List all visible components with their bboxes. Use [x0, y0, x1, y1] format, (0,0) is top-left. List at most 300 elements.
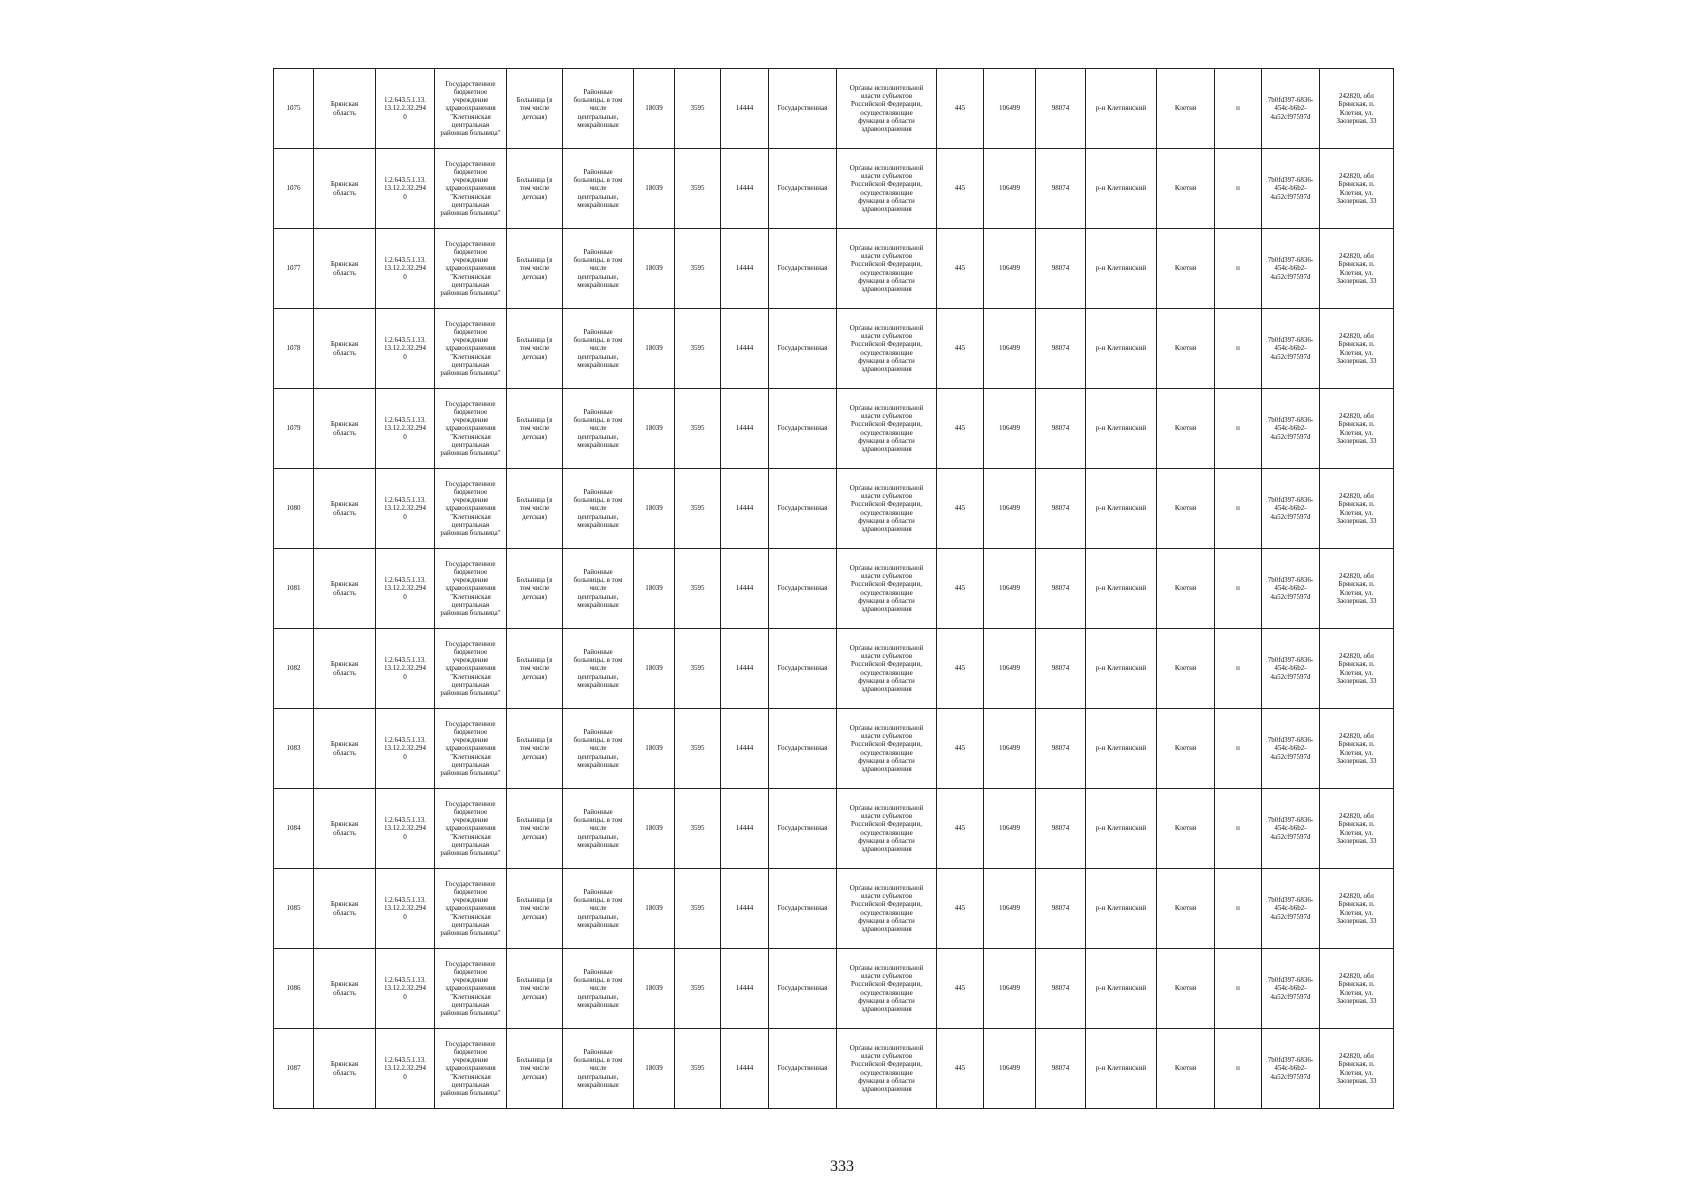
cell-line: Больница (в: [516, 336, 553, 345]
cell-line: Государственное: [445, 479, 496, 488]
address-cell: [1320, 69, 1394, 149]
cell-line: Российской Федерации,: [850, 660, 923, 669]
address-cell: [1320, 389, 1394, 469]
cell-line: Брянская, п.: [1338, 900, 1375, 909]
value-cell-1: 18039: [634, 389, 675, 469]
value-cell-6: 98074: [1036, 1029, 1086, 1109]
cell-line: числе: [589, 184, 607, 193]
district-cell: р-н Клетнянский: [1086, 309, 1157, 389]
cell-line: районная больница": [440, 369, 501, 378]
cell-line: 242820, обл: [1339, 492, 1374, 500]
organization-name-cell: [435, 629, 507, 709]
cell-line: Российской Федерации,: [850, 260, 923, 269]
cell-line: Больница (в: [516, 816, 553, 825]
cell-line: центральная: [451, 120, 490, 129]
cell-line: 4a52cf97597d: [1270, 832, 1311, 841]
cell-line: том числе: [519, 504, 550, 513]
cell-line: больницы, в том: [573, 416, 623, 425]
cell-line: учреждение: [452, 256, 489, 265]
ownership-cell: Государственная: [769, 789, 837, 869]
cell-line: Брянская: [330, 340, 359, 349]
cell-line: 13.12.2.32.294: [384, 184, 426, 193]
address-cell: [1320, 1029, 1394, 1109]
value-cell-6: 98074: [1036, 789, 1086, 869]
region-cell: [314, 389, 376, 469]
cell-line: межрайонные: [577, 520, 619, 529]
cell-line: Районные: [583, 247, 613, 256]
cell-line: область: [333, 1068, 356, 1077]
row-number-cell: 1087: [274, 1029, 314, 1109]
category-cell: [563, 1029, 634, 1109]
cell-line: здравоохранения: [445, 104, 496, 113]
cell-line: центральные,: [577, 352, 619, 361]
cell-line: 242820, обл: [1339, 92, 1374, 100]
address-cell: [1320, 229, 1394, 309]
cell-line: Заозерная, 33: [1336, 436, 1377, 445]
value-cell-3: 14444: [721, 709, 769, 789]
ownership-cell: Государственная: [769, 229, 837, 309]
value-cell-5: 106499: [984, 549, 1036, 629]
cell-line: Государственное: [445, 399, 496, 408]
value-cell-4: 445: [937, 869, 984, 949]
category-cell: [563, 389, 634, 469]
cell-line: власти субъектов: [860, 972, 913, 980]
oid-cell: [376, 1029, 435, 1109]
address-cell: [1320, 869, 1394, 949]
cell-line: 0: [403, 672, 407, 681]
cell-line: Больница (в: [516, 656, 553, 665]
address-cell: [1320, 469, 1394, 549]
cell-line: центральная: [451, 200, 490, 209]
cell-line: "Клетнянская: [450, 1072, 491, 1081]
cell-line: власти субъектов: [860, 172, 913, 180]
cell-line: том числе: [519, 1064, 550, 1073]
cell-line: 4a52cf97597d: [1270, 752, 1311, 761]
cell-line: 13.12.2.32.294: [384, 664, 426, 673]
cell-line: Районные: [583, 887, 613, 896]
cell-line: здравоохранения: [861, 605, 912, 613]
oid-cell: [376, 949, 435, 1029]
cell-line: область: [333, 748, 356, 757]
cell-line: детская): [522, 672, 547, 681]
cell-line: Государственное: [445, 799, 496, 808]
oid-cell: [376, 309, 435, 389]
cell-line: Брянская, п.: [1338, 420, 1375, 429]
oid-cell: [376, 629, 435, 709]
locality-type-cell: п: [1215, 229, 1262, 309]
cell-line: 7b0fd397-6836-: [1267, 1056, 1314, 1065]
cell-line: межрайонные: [577, 1080, 619, 1089]
organization-type-cell: [507, 309, 563, 389]
cell-line: Клетня, ул.: [1339, 428, 1374, 437]
table-row: [274, 949, 1394, 1029]
cell-line: межрайонные: [577, 680, 619, 689]
locality-type-cell: п: [1215, 629, 1262, 709]
cell-line: Заозерная, 33: [1336, 516, 1377, 525]
value-cell-5: 106499: [984, 149, 1036, 229]
cell-line: учреждение: [452, 736, 489, 745]
cell-line: 242820, обл: [1339, 652, 1374, 660]
value-cell-4: 445: [937, 389, 984, 469]
cell-line: 1.2.643.5.1.13.: [384, 976, 426, 985]
row-number-cell: 1083: [274, 709, 314, 789]
value-cell-3: 14444: [721, 789, 769, 869]
cell-line: власти субъектов: [860, 652, 913, 660]
value-cell-1: 18039: [634, 549, 675, 629]
cell-line: 7b0fd397-6836-: [1267, 496, 1314, 505]
authority-cell: [837, 789, 937, 869]
value-cell-6: 98074: [1036, 549, 1086, 629]
value-cell-4: 445: [937, 789, 984, 869]
cell-line: центральные,: [577, 272, 619, 281]
cell-line: бюджетное: [453, 967, 488, 976]
cell-line: 454c-b6b2-: [1274, 1064, 1307, 1073]
cell-line: центральная: [451, 1000, 490, 1009]
cell-line: 454c-b6b2-: [1274, 264, 1307, 273]
cell-line: числе: [589, 584, 607, 593]
cell-line: 242820, обл: [1339, 332, 1374, 340]
cell-line: Больница (в: [516, 96, 553, 105]
cell-line: 13.12.2.32.294: [384, 264, 426, 273]
cell-line: Органы исполнительной: [849, 243, 924, 252]
cell-line: "Клетнянская: [450, 512, 491, 521]
oid-cell: [376, 389, 435, 469]
organization-name-cell: [435, 949, 507, 1029]
cell-line: 1.2.643.5.1.13.: [384, 1056, 426, 1065]
cell-line: область: [333, 188, 356, 197]
guid-cell: [1262, 709, 1320, 789]
cell-line: 13.12.2.32.294: [384, 504, 426, 513]
cell-line: Заозерная, 33: [1336, 596, 1377, 605]
guid-cell: [1262, 789, 1320, 869]
cell-line: здравоохранения: [861, 365, 912, 373]
district-cell: р-н Клетнянский: [1086, 629, 1157, 709]
cell-line: Брянская: [330, 580, 359, 589]
cell-line: том числе: [519, 744, 550, 753]
ownership-cell: Государственная: [769, 69, 837, 149]
cell-line: Органы исполнительной: [849, 803, 924, 812]
value-cell-6: 98074: [1036, 469, 1086, 549]
cell-line: 7b0fd397-6836-: [1267, 576, 1314, 585]
cell-line: Органы исполнительной: [849, 563, 924, 572]
cell-line: Районные: [583, 647, 613, 656]
cell-line: Российской Федерации,: [850, 900, 923, 909]
category-cell: [563, 69, 634, 149]
oid-cell: [376, 69, 435, 149]
guid-cell: [1262, 1029, 1320, 1109]
cell-line: Клетня, ул.: [1339, 108, 1374, 117]
guid-cell: [1262, 869, 1320, 949]
cell-line: власти субъектов: [860, 1052, 913, 1060]
cell-line: осуществляющие: [860, 988, 913, 997]
cell-line: центральные,: [577, 912, 619, 921]
category-cell: [563, 629, 634, 709]
cell-line: бюджетное: [453, 87, 488, 96]
cell-line: 454c-b6b2-: [1274, 184, 1307, 193]
cell-line: 1.2.643.5.1.13.: [384, 576, 426, 585]
value-cell-4: 445: [937, 549, 984, 629]
value-cell-4: 445: [937, 149, 984, 229]
cell-line: здравоохранения: [861, 765, 912, 773]
row-number-cell: 1085: [274, 869, 314, 949]
value-cell-2: 3595: [675, 549, 721, 629]
cell-line: 242820, обл: [1339, 892, 1374, 900]
cell-line: 4a52cf97597d: [1270, 352, 1311, 361]
cell-line: 7b0fd397-6836-: [1267, 96, 1314, 105]
cell-line: Государственное: [445, 719, 496, 728]
cell-line: Клетня, ул.: [1339, 508, 1374, 517]
cell-line: Больница (в: [516, 1056, 553, 1065]
table-body: [274, 69, 1394, 1109]
cell-line: "Клетнянская: [450, 352, 491, 361]
value-cell-3: 14444: [721, 949, 769, 1029]
cell-line: Районные: [583, 327, 613, 336]
cell-line: Органы исполнительной: [849, 883, 924, 892]
value-cell-3: 14444: [721, 389, 769, 469]
cell-line: Брянская, п.: [1338, 180, 1375, 189]
value-cell-2: 3595: [675, 869, 721, 949]
cell-line: центральные,: [577, 672, 619, 681]
value-cell-1: 18039: [634, 629, 675, 709]
cell-line: Больница (в: [516, 176, 553, 185]
cell-line: центральные,: [577, 192, 619, 201]
cell-line: Государственное: [445, 1039, 496, 1048]
cell-line: том числе: [519, 424, 550, 433]
cell-line: учреждение: [452, 576, 489, 585]
value-cell-3: 14444: [721, 869, 769, 949]
cell-line: область: [333, 108, 356, 117]
organization-name-cell: [435, 149, 507, 229]
cell-line: "Клетнянская: [450, 832, 491, 841]
ownership-cell: Государственная: [769, 1029, 837, 1109]
cell-line: бюджетное: [453, 567, 488, 576]
cell-line: учреждение: [452, 416, 489, 425]
organization-type-cell: [507, 229, 563, 309]
locality-cell: Клетня: [1157, 389, 1215, 469]
cell-line: больницы, в том: [573, 176, 623, 185]
cell-line: учреждение: [452, 976, 489, 985]
cell-line: область: [333, 508, 356, 517]
cell-line: межрайонные: [577, 440, 619, 449]
cell-line: учреждение: [452, 96, 489, 105]
authority-cell: [837, 709, 937, 789]
value-cell-3: 14444: [721, 149, 769, 229]
cell-line: 7b0fd397-6836-: [1267, 256, 1314, 265]
cell-line: межрайонные: [577, 280, 619, 289]
cell-line: Российской Федерации,: [850, 340, 923, 349]
value-cell-1: 18039: [634, 949, 675, 1029]
guid-cell: [1262, 469, 1320, 549]
organization-name-cell: [435, 869, 507, 949]
cell-line: Брянская: [330, 980, 359, 989]
table-row: [274, 149, 1394, 229]
cell-line: 7b0fd397-6836-: [1267, 176, 1314, 185]
cell-line: 0: [403, 1072, 407, 1081]
cell-line: 7b0fd397-6836-: [1267, 976, 1314, 985]
cell-line: том числе: [519, 984, 550, 993]
cell-line: межрайонные: [577, 760, 619, 769]
cell-line: 454c-b6b2-: [1274, 904, 1307, 913]
cell-line: "Клетнянская: [450, 272, 491, 281]
cell-line: 454c-b6b2-: [1274, 504, 1307, 513]
cell-line: функции в области: [858, 836, 915, 845]
cell-line: Брянская, п.: [1338, 580, 1375, 589]
cell-line: здравоохранения: [861, 1085, 912, 1093]
row-number-cell: 1086: [274, 949, 314, 1029]
cell-line: центральная: [451, 440, 490, 449]
oid-cell: [376, 709, 435, 789]
row-number-cell: 1079: [274, 389, 314, 469]
organization-type-cell: [507, 629, 563, 709]
cell-line: "Клетнянская: [450, 432, 491, 441]
cell-line: Брянская, п.: [1338, 980, 1375, 989]
cell-line: центральные,: [577, 992, 619, 1001]
cell-line: 1.2.643.5.1.13.: [384, 96, 426, 105]
cell-line: Российской Федерации,: [850, 580, 923, 589]
value-cell-5: 106499: [984, 469, 1036, 549]
cell-line: учреждение: [452, 816, 489, 825]
cell-line: бюджетное: [453, 1047, 488, 1056]
cell-line: Больница (в: [516, 976, 553, 985]
value-cell-5: 106499: [984, 309, 1036, 389]
organization-type-cell: [507, 1029, 563, 1109]
cell-line: здравоохранения: [445, 504, 496, 513]
cell-line: Брянская: [330, 180, 359, 189]
cell-line: 454c-b6b2-: [1274, 744, 1307, 753]
organization-name-cell: [435, 789, 507, 869]
cell-line: осуществляющие: [860, 188, 913, 197]
cell-line: Государственное: [445, 639, 496, 648]
cell-line: власти субъектов: [860, 572, 913, 580]
region-cell: [314, 949, 376, 1029]
cell-line: межрайонные: [577, 200, 619, 209]
cell-line: Клетня, ул.: [1339, 908, 1374, 917]
cell-line: районная больница": [440, 1089, 501, 1098]
cell-line: 242820, обл: [1339, 172, 1374, 180]
cell-line: детская): [522, 112, 547, 121]
authority-cell: [837, 389, 937, 469]
value-cell-5: 106499: [984, 69, 1036, 149]
oid-cell: [376, 469, 435, 549]
cell-line: Районные: [583, 1047, 613, 1056]
cell-line: область: [333, 988, 356, 997]
cell-line: бюджетное: [453, 727, 488, 736]
cell-line: власти субъектов: [860, 412, 913, 420]
cell-line: межрайонные: [577, 920, 619, 929]
cell-line: Брянская: [330, 900, 359, 909]
cell-line: том числе: [519, 184, 550, 193]
cell-line: область: [333, 908, 356, 917]
cell-line: районная больница": [440, 129, 501, 138]
ownership-cell: Государственная: [769, 549, 837, 629]
cell-line: 1.2.643.5.1.13.: [384, 656, 426, 665]
cell-line: детская): [522, 512, 547, 521]
cell-line: числе: [589, 744, 607, 753]
cell-line: здравоохранения: [861, 285, 912, 293]
cell-line: Больница (в: [516, 496, 553, 505]
district-cell: р-н Клетнянский: [1086, 69, 1157, 149]
cell-line: власти субъектов: [860, 732, 913, 740]
district-cell: р-н Клетнянский: [1086, 469, 1157, 549]
cell-line: центральные,: [577, 832, 619, 841]
cell-line: учреждение: [452, 496, 489, 505]
cell-line: 454c-b6b2-: [1274, 344, 1307, 353]
cell-line: 454c-b6b2-: [1274, 984, 1307, 993]
cell-line: функции в области: [858, 756, 915, 765]
value-cell-2: 3595: [675, 949, 721, 1029]
cell-line: 1.2.643.5.1.13.: [384, 336, 426, 345]
cell-line: 4a52cf97597d: [1270, 672, 1311, 681]
cell-line: здравоохранения: [445, 264, 496, 273]
cell-line: 7b0fd397-6836-: [1267, 816, 1314, 825]
table-row: [274, 629, 1394, 709]
cell-line: область: [333, 668, 356, 677]
cell-line: 1.2.643.5.1.13.: [384, 496, 426, 505]
cell-line: здравоохранения: [861, 925, 912, 933]
cell-line: 454c-b6b2-: [1274, 424, 1307, 433]
cell-line: здравоохранения: [445, 1064, 496, 1073]
value-cell-1: 18039: [634, 149, 675, 229]
cell-line: 1.2.643.5.1.13.: [384, 736, 426, 745]
row-number-cell: 1084: [274, 789, 314, 869]
cell-line: власти субъектов: [860, 812, 913, 820]
guid-cell: [1262, 229, 1320, 309]
cell-line: осуществляющие: [860, 268, 913, 277]
cell-line: функции в области: [858, 916, 915, 925]
cell-line: осуществляющие: [860, 508, 913, 517]
region-cell: [314, 69, 376, 149]
organization-type-cell: [507, 149, 563, 229]
cell-line: числе: [589, 264, 607, 273]
value-cell-2: 3595: [675, 469, 721, 549]
cell-line: районная больница": [440, 849, 501, 858]
cell-line: здравоохранения: [445, 664, 496, 673]
cell-line: больницы, в том: [573, 976, 623, 985]
locality-cell: Клетня: [1157, 709, 1215, 789]
cell-line: здравоохранения: [445, 744, 496, 753]
cell-line: осуществляющие: [860, 348, 913, 357]
cell-line: районная больница": [440, 1009, 501, 1018]
cell-line: Государственное: [445, 159, 496, 168]
ownership-cell: Государственная: [769, 869, 837, 949]
cell-line: Клетня, ул.: [1339, 588, 1374, 597]
cell-line: здравоохранения: [861, 205, 912, 213]
cell-line: детская): [522, 592, 547, 601]
value-cell-3: 14444: [721, 69, 769, 149]
region-cell: [314, 709, 376, 789]
cell-line: том числе: [519, 824, 550, 833]
value-cell-6: 98074: [1036, 309, 1086, 389]
cell-line: Клетня, ул.: [1339, 668, 1374, 677]
cell-line: больницы, в том: [573, 816, 623, 825]
cell-line: больницы, в том: [573, 96, 623, 105]
cell-line: учреждение: [452, 336, 489, 345]
region-cell: [314, 789, 376, 869]
cell-line: осуществляющие: [860, 668, 913, 677]
cell-line: 242820, обл: [1339, 972, 1374, 980]
cell-line: осуществляющие: [860, 908, 913, 917]
cell-line: Брянская: [330, 260, 359, 269]
cell-line: межрайонные: [577, 120, 619, 129]
value-cell-5: 106499: [984, 869, 1036, 949]
cell-line: "Клетнянская: [450, 112, 491, 121]
cell-line: Районные: [583, 807, 613, 816]
cell-line: Российской Федерации,: [850, 980, 923, 989]
cell-line: 1.2.643.5.1.13.: [384, 256, 426, 265]
cell-line: Государственное: [445, 319, 496, 328]
value-cell-5: 106499: [984, 629, 1036, 709]
organization-name-cell: [435, 69, 507, 149]
